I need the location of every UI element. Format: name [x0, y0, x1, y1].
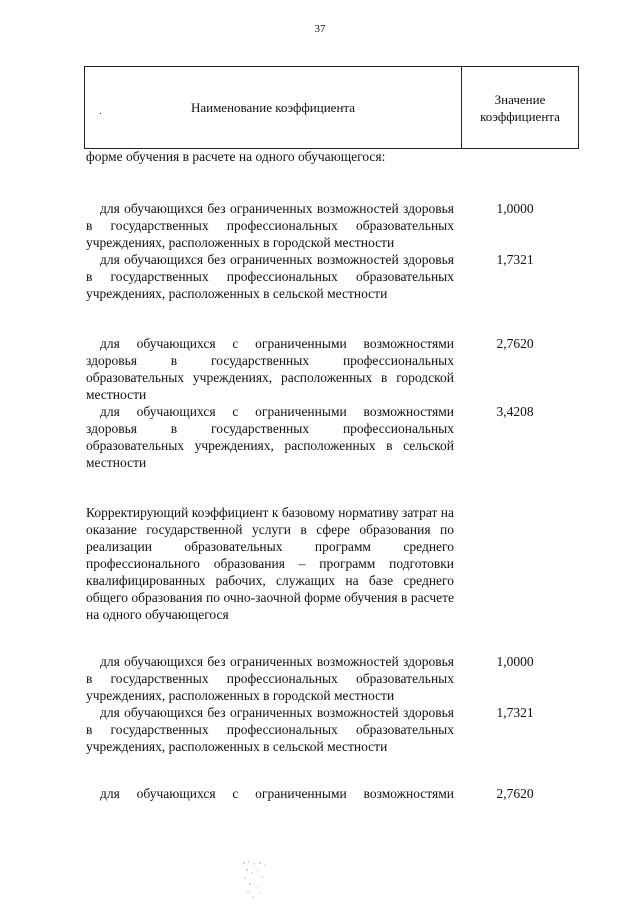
spacer	[86, 471, 576, 504]
row-description: для обучающихся с ограниченными возможностями здоровья в государственных профессиональных образовательных учреждениях, расположенных в городской местности	[86, 336, 454, 402]
coefficient-table-header	[84, 66, 579, 149]
row-value: 1,7321	[496, 705, 534, 720]
row-description: для обучающихся с ограниченными возможностями	[100, 786, 454, 801]
row-description: для обучающихся с ограниченными возможностями здоровья в государственных профессиональных образовательных учреждениях, расположенных в сельской местности	[86, 404, 454, 470]
row-description: для обучающихся без ограниченных возможностей здоровья в государственных профессиональных образовательных учреждениях, расположенных в городской местности	[86, 201, 454, 250]
section-heading-row	[86, 504, 576, 623]
scan-artifact-icon	[240, 860, 270, 900]
table-row	[86, 704, 576, 755]
row-description: для обучающихся без ограниченных возможностей здоровья в государственных профессиональных образовательных учреждениях, расположенных в сельской местности	[86, 705, 454, 754]
coefficient-table-body	[86, 148, 576, 802]
table-row	[86, 403, 576, 471]
section-heading: Корректирующий коэффициент к базовому нормативу затрат на оказание государственной услуги в сфере образования по реализации образовательных программ среднего профессионального образования – программ подготовки квалифицированных рабочих, служащих на базе среднего общего образования по очно-заочной форме обучения в расчете на одного обучающегося	[86, 505, 454, 622]
spacer	[86, 302, 576, 335]
row-value: 1,0000	[496, 201, 534, 216]
column-header-name: Наименование коэффициента	[85, 67, 462, 148]
scan-dot: .	[99, 106, 102, 117]
row-description: для обучающихся без ограниченных возможностей здоровья в государственных профессиональных образовательных учреждениях, расположенных в городской местности	[86, 654, 454, 703]
spacer	[86, 755, 576, 785]
table-row	[86, 200, 576, 251]
spacer	[86, 165, 576, 200]
table-row	[86, 653, 576, 704]
row-value: 3,4208	[496, 404, 534, 419]
row-value: 2,7620	[496, 786, 534, 801]
row-description: для обучающихся без ограниченных возможностей здоровья в государственных профессиональных образовательных учреждениях, расположенных в сельской местности	[86, 252, 454, 301]
row-value: 2,7620	[496, 336, 534, 351]
page-number: 37	[314, 23, 326, 35]
spacer	[86, 623, 576, 653]
table-row	[86, 785, 576, 802]
table-row	[86, 335, 576, 403]
row-value: 1,7321	[496, 252, 534, 267]
column-header-value: Значение коэффициента	[480, 91, 560, 124]
intro-tail-text: форме обучения в расчете на одного обучающегося:	[86, 149, 386, 164]
row-value: 1,0000	[496, 654, 534, 669]
table-row	[86, 251, 576, 302]
